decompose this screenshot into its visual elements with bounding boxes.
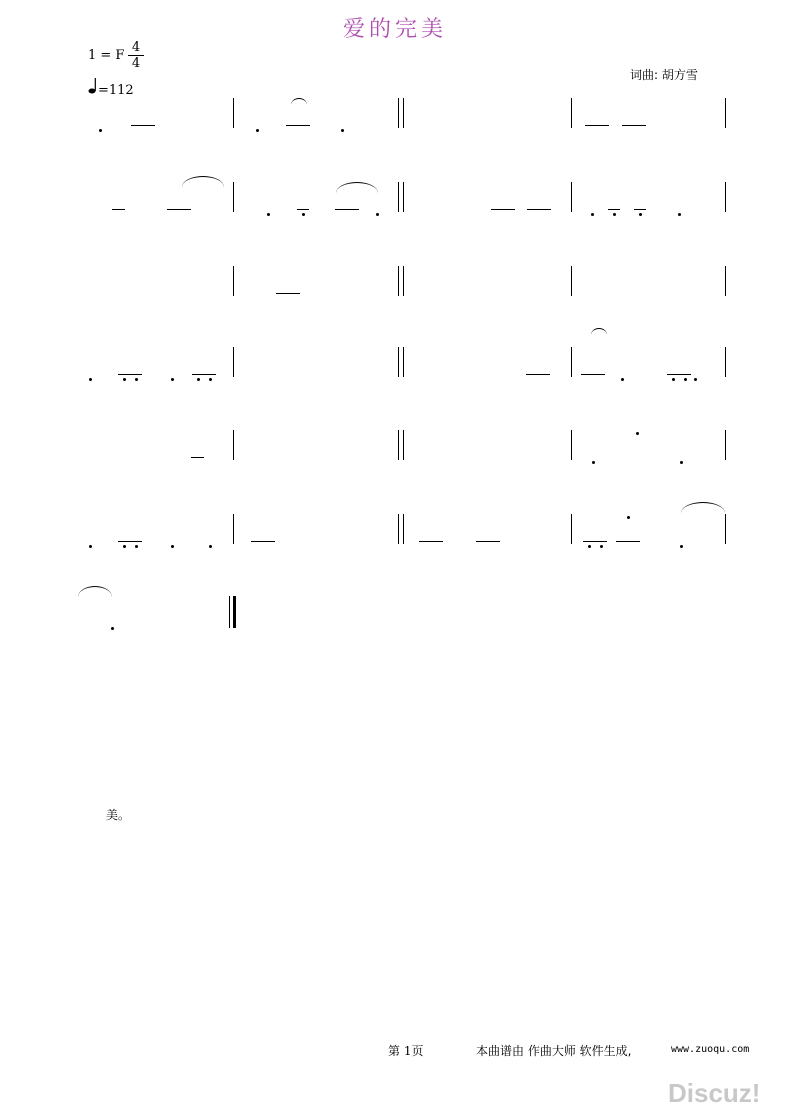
octave-dot: [89, 378, 92, 381]
bar-line: [398, 182, 399, 212]
beam-underline: [192, 374, 216, 375]
watermark-logo: Discuz!: [668, 1078, 761, 1108]
bar-line: [233, 182, 234, 212]
bar-line: [229, 596, 230, 628]
bar-line: [398, 266, 399, 296]
beam-underline: [297, 209, 309, 210]
octave-dot: [256, 129, 259, 132]
beam-underline: [131, 125, 155, 126]
beam-underline: [527, 209, 551, 210]
bar-line: [571, 347, 572, 377]
beam-underline: [622, 125, 646, 126]
key-signature: 1 = F: [88, 48, 125, 63]
bar-line: [571, 514, 572, 544]
bar-line: [233, 514, 234, 544]
octave-dot: [636, 432, 639, 435]
beam-underline: [118, 374, 142, 375]
slur-arc: [336, 182, 378, 193]
beam-underline: [419, 541, 443, 542]
octave-dot: [135, 378, 138, 381]
time-signature-top: 4: [131, 40, 141, 55]
slur-arc: [182, 176, 224, 187]
beam-underline: [118, 541, 142, 542]
bar-line: [725, 266, 726, 296]
beam-underline: [491, 209, 515, 210]
octave-dot: [197, 378, 200, 381]
octave-dot: [341, 129, 344, 132]
beam-underline: [616, 541, 640, 542]
slur-arc: [591, 328, 607, 335]
octave-dot: [600, 545, 603, 548]
bar-line: [398, 98, 399, 128]
beam-underline: [286, 125, 310, 126]
slur-arc: [78, 586, 112, 597]
beam-underline: [276, 293, 300, 294]
final-bar-line: [233, 596, 236, 628]
bar-line: [403, 514, 404, 544]
octave-dot: [209, 378, 212, 381]
beam-underline: [667, 374, 691, 375]
stray-lyric: 美。: [106, 808, 131, 822]
beam-underline: [335, 209, 359, 210]
octave-dot: [678, 213, 681, 216]
bar-line: [233, 266, 234, 296]
octave-dot: [171, 378, 174, 381]
time-signature-bottom: 4: [131, 56, 141, 71]
bar-line: [725, 98, 726, 128]
bar-line: [725, 347, 726, 377]
credit: 词曲: 胡方雪: [630, 68, 698, 82]
octave-dot: [171, 545, 174, 548]
bar-line: [398, 514, 399, 544]
bar-line: [571, 266, 572, 296]
bar-line: [571, 98, 572, 128]
octave-dot: [680, 545, 683, 548]
bar-line: [403, 98, 404, 128]
octave-dot: [680, 461, 683, 464]
slur-arc: [291, 98, 307, 105]
beam-underline: [112, 209, 124, 210]
octave-dot: [621, 378, 624, 381]
bar-line: [398, 430, 399, 460]
octave-dot: [613, 213, 616, 216]
octave-dot: [99, 129, 102, 132]
octave-dot: [376, 213, 379, 216]
beam-underline: [583, 541, 607, 542]
octave-dot: [592, 461, 595, 464]
slur-arc: [681, 502, 725, 513]
octave-dot: [267, 213, 270, 216]
beam-underline: [634, 209, 646, 210]
octave-dot: [672, 378, 675, 381]
song-title: 爱的完美: [342, 17, 447, 42]
bar-line: [233, 98, 234, 128]
page-number: 第 1页: [388, 1044, 424, 1058]
bar-line: [403, 347, 404, 377]
bar-line: [233, 347, 234, 377]
bar-line: [725, 430, 726, 460]
generator-credit: 本曲谱由 作曲大师 软件生成,: [476, 1044, 632, 1058]
beam-underline: [585, 125, 609, 126]
octave-dot: [639, 213, 642, 216]
octave-dot: [123, 378, 126, 381]
beam-underline: [526, 374, 550, 375]
octave-dot: [89, 545, 92, 548]
beam-underline: [251, 541, 275, 542]
beam-underline: [581, 374, 605, 375]
bar-line: [403, 430, 404, 460]
bar-line: [403, 182, 404, 212]
bar-line: [233, 430, 234, 460]
bar-line: [403, 266, 404, 296]
octave-dot: [123, 545, 126, 548]
octave-dot: [135, 545, 138, 548]
beam-underline: [167, 209, 191, 210]
bar-line: [725, 514, 726, 544]
tempo-value: =112: [98, 83, 134, 98]
generator-url: www.zuoqu.com: [671, 1044, 750, 1055]
octave-dot: [209, 545, 212, 548]
beam-underline: [476, 541, 500, 542]
beam-underline: [608, 209, 620, 210]
octave-dot: [627, 516, 630, 519]
octave-dot: [591, 213, 594, 216]
bar-line: [398, 347, 399, 377]
bar-line: [571, 430, 572, 460]
octave-dot: [694, 378, 697, 381]
octave-dot: [588, 545, 591, 548]
octave-dot: [302, 213, 305, 216]
octave-dot: [111, 627, 114, 630]
bar-line: [725, 182, 726, 212]
bar-line: [571, 182, 572, 212]
beam-underline: [191, 457, 204, 458]
octave-dot: [684, 378, 687, 381]
